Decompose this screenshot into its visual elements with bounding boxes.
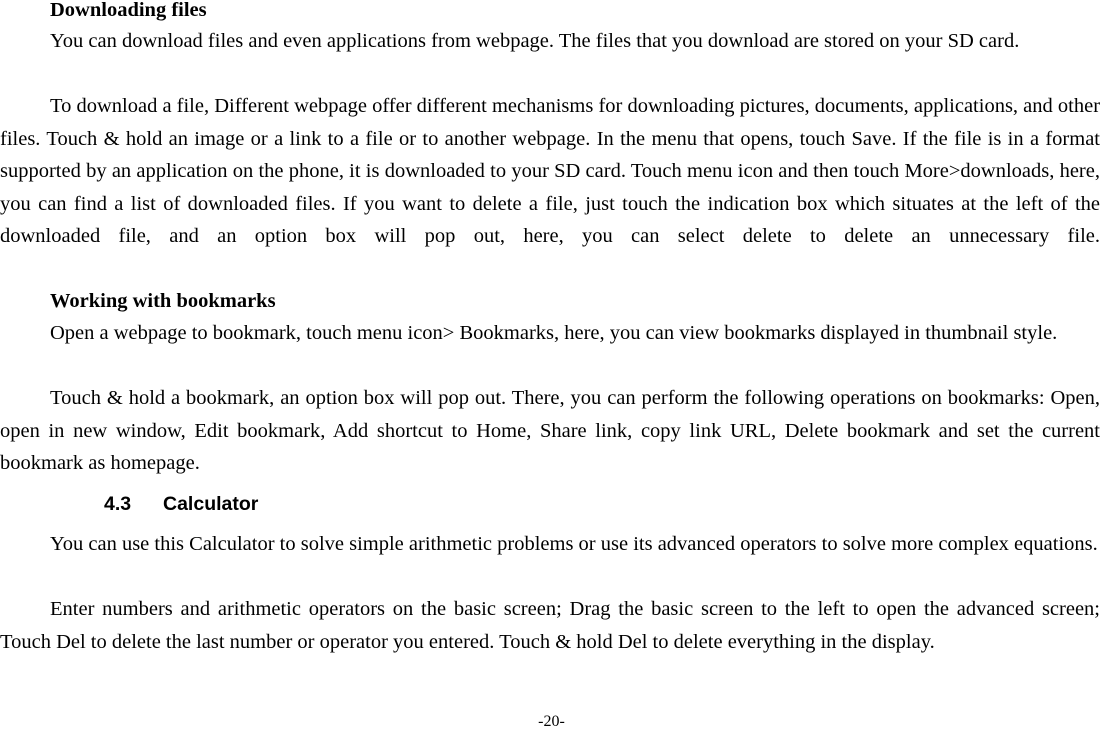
downloading-paragraph-2: To download a file, Different webpage offer different mechanisms for downloading pictures, documents, applications, and other files. Touch & hold an image or a link to a file or to another webpage. In the menu that opens, touch Save. If the file is in a format supported by an application on the phone, it is downloaded to your SD card. Touch menu icon and then touch More>downloads, here, you can find a list of downloaded files. If you want to delete a file, just touch the indication box which situates at the left of the downloaded file, and an option box will pop out, here, you can select delete to delete an unnecessary file.	[0, 95, 1101, 247]
section-title: Calculator	[163, 493, 259, 515]
downloading-paragraph-1: You can download files and even applications from webpage. The files that you download are stored on your SD card.	[50, 30, 1020, 52]
downloading-files-heading: Downloading files	[50, 0, 207, 21]
calculator-paragraph-1: You can use this Calculator to solve simple arithmetic problems or use its advanced operators to solve more complex equations.	[50, 533, 1098, 555]
page-number: -20-	[538, 713, 565, 730]
bookmarks-paragraph-2: Touch & hold a bookmark, an option box will pop out. There, you can perform the following operations on bookmarks: Open, open in new window, Edit bookmark, Add shortcut to Home, Share link, copy link URL, Delete bookmark and set the current bookmark as homepage.	[0, 387, 1100, 474]
section-number: 4.3	[104, 493, 132, 515]
calculator-paragraph-2: Enter numbers and arithmetic operators on the basic screen; Drag the basic screen to the left to open the advanced screen; Touch Del to delete the last number or operator you entered. Touch & hold Del to delete everything in the display.	[0, 598, 1100, 653]
working-with-bookmarks-heading: Working with bookmarks	[50, 290, 276, 312]
calculator-section-heading	[104, 490, 258, 518]
bookmarks-paragraph-1: Open a webpage to bookmark, touch menu icon> Bookmarks, here, you can view bookmarks displayed in thumbnail style.	[50, 322, 1058, 344]
